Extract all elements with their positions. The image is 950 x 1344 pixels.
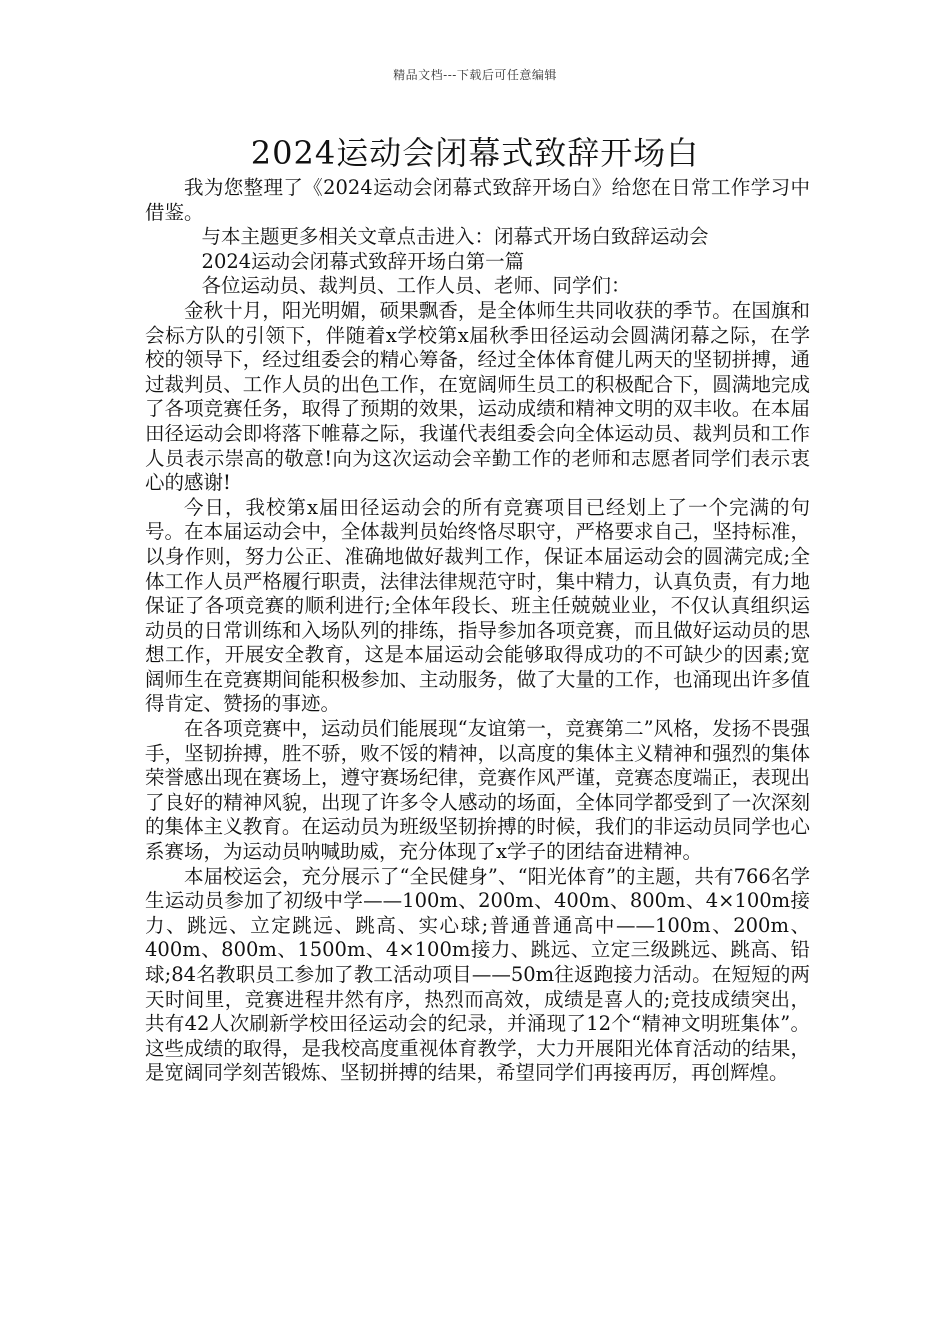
salutation: 各位运动员、裁判员、工作人员、老师、同学们： — [201, 274, 631, 298]
document-title: 2024运动会闭幕式致辞开场白 — [250, 134, 700, 172]
body-paragraph: 金秋十月，阳光明媚，硕果飘香，是全体师生共同收获的季节。在国旗和会标方队的引领下，伴随着x学校第x届秋季田径运动会圆满闭幕之际，在学校的领导下，经过组委会的精心筹备，经过全体体育健儿两天的坚韧拼搏，通过裁判员、工作人员的出色工作，在宽阔师生员工的积极配合下，圆满地完成了各项竞赛任务，取得了预期的效果，运动成绩和精神文明的双丰收。在本届田径运动会即将落下帷幕之际，我谨代表组委会向全体运动员、裁判员和工作人员表示崇高的敬意!向为这次运动会辛勤工作的老师和志愿者同学们表示衷心的感谢! — [145, 298, 810, 495]
section-heading: 2024运动会闭幕式致辞开场白第一篇 — [201, 249, 525, 273]
related-articles-link[interactable]: 与本主题更多相关文章点击进入：闭幕式开场白致辞运动会 — [201, 225, 709, 249]
body-paragraph: 本届校运会，充分展示了“全民健身”、“阳光体育”的主题，共有766名学生运动员参加了初级中学——100m、200m、400m、800m、4×100m接力、跳远、立定跳远、跳高、实心球;普通普通高中——100m、200m、400m、800m、1500m、4×100m接力、跳远、立定三级跳远、跳高、铅球;84名教职员工参加了教工活动项目——50m往返跑接力活动。在短短的两天时间里，竞赛进程井然有序，热烈而高效，成绩是喜人的;竞技成绩突出，共有42人次刷新学校田径运动会的纪录，并涌现了12个“精神文明班集体”。这些成绩的取得，是我校高度重视体育教学，大力开展阳光体育活动的结果，是宽阔同学刻苦锻炼、坚韧拼搏的结果，希望同学们再接再厉，再创辉煌。 — [145, 864, 810, 1085]
body-paragraph: 在各项竞赛中，运动员们能展现“友谊第一，竞赛第二”风格，发扬不畏强手，坚韧拚搏，胜不骄，败不馁的精神，以高度的集体主义精神和强烈的集体荣誉感出现在赛场上，遵守赛场纪律，竞赛作风严谨，竞赛态度端正，表现出了良好的精神风貌，出现了许多令人感动的场面，全体同学都受到了一次深刻的集体主义教育。在运动员为班级坚韧拚搏的时候，我们的非运动员同学也心系赛场，为运动员呐喊助威，充分体现了x学子的团结奋进精神。 — [145, 717, 810, 864]
document-body — [145, 176, 810, 1086]
body-paragraph: 今日，我校第x届田径运动会的所有竞赛项目已经划上了一个完满的句号。在本届运动会中，全体裁判员始终恪尽职守，严格要求自己，坚持标准，以身作则，努力公正、准确地做好裁判工作，保证本届运动会的圆满完成;全体工作人员严格履行职责，法律法律规范守时，集中精力，认真负责，有力地保证了各项竞赛的顺利进行;全体年段长、班主任兢兢业业，不仅认真组织运动员的日常训练和入场队列的排练，指导参加各项竞赛，而且做好运动员的思想工作，开展安全教育，这是本届运动会能够取得成功的不可缺少的因素;宽阔师生在竞赛期间能积极参加、主动服务，做了大量的工作，也涌现出许多值得肯定、赞扬的事迹。 — [145, 495, 810, 716]
intro-paragraph: 我为您整理了《2024运动会闭幕式致辞开场白》给您在日常工作学习中借鉴。 — [145, 176, 810, 224]
header-note: 精品文档---下载后可任意编辑 — [393, 68, 557, 82]
